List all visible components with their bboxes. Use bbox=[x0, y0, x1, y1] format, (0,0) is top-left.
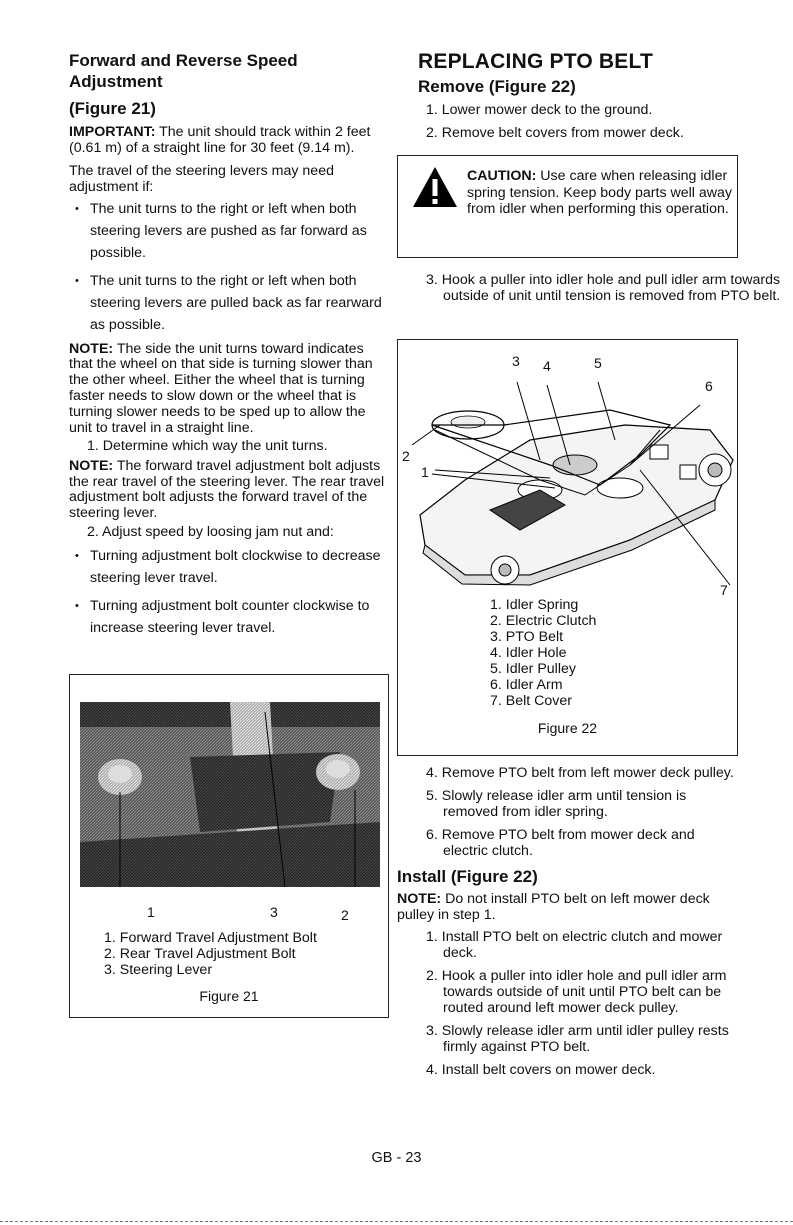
caution-label: CAUTION: bbox=[467, 168, 537, 184]
legend-item: 1. Forward Travel Adjustment Bolt bbox=[104, 930, 317, 946]
note-text: Do not install PTO belt on left mower deck pulley in step 1. bbox=[397, 891, 710, 923]
figure-callout: 1 bbox=[147, 904, 155, 920]
important-text: The unit should track within 2 feet (0.61 m) of a straight line for 30 feet (9.14 m). bbox=[69, 124, 371, 156]
figure-callout: 3 bbox=[270, 904, 278, 920]
legend-item: 7. Belt Cover bbox=[490, 693, 573, 709]
step-1: 1. Determine which way the unit turns. bbox=[87, 438, 328, 455]
note-text: The side the unit turns toward indicates that the wheel on that side is turning slower than the other wheel. Either the wheel that is turning faster needs to slow down or the wheel that is turning slower needs to be sped up to allow the unit to travel in a straight line. bbox=[69, 340, 373, 436]
caution-body: Use care when releasing idler spring tension. Keep body parts well away from idler when performing this operation. bbox=[467, 168, 732, 217]
note-paragraph-2 bbox=[69, 459, 391, 522]
page-number: GB - 23 bbox=[371, 1150, 422, 1166]
legend-item: 3. Steering Lever bbox=[104, 962, 213, 978]
figure-callout: 2 bbox=[402, 448, 410, 464]
figure-reference: (Figure 21) bbox=[69, 99, 156, 118]
list-item: • Turning adjustment bolt counter clockwise to increase steering lever travel. bbox=[69, 595, 391, 639]
remove-step-2: 2. Remove belt covers from mower deck. bbox=[426, 125, 684, 141]
list-item: • The unit turns to the right or left when both steering levers are pulled back as far rearward as possible. bbox=[69, 270, 391, 336]
figure-callout: 7 bbox=[720, 582, 728, 598]
install-step-3: 3. Slowly release idler arm until idler pulley rests firmly against PTO belt. bbox=[426, 1022, 729, 1055]
remove-step-5: 5. Slowly release idler arm until tension is removed from idler spring. bbox=[426, 788, 687, 820]
legend-item: 1. Idler Spring bbox=[490, 597, 579, 613]
mower-deck-diagram bbox=[410, 370, 738, 590]
figure-callout: 1 bbox=[421, 464, 429, 480]
remove-step-4: 4. Remove PTO belt from left mower deck pulley. bbox=[426, 765, 734, 781]
figure-legend bbox=[490, 597, 596, 709]
install-step-4: 4. Install belt covers on mower deck. bbox=[426, 1061, 656, 1078]
figure-caption: Figure 22 bbox=[537, 720, 598, 736]
install-step-1: 1. Install PTO belt on electric clutch and mower deck. bbox=[426, 928, 723, 961]
figure-caption: Figure 21 bbox=[199, 988, 259, 1004]
note-paragraph bbox=[69, 342, 391, 437]
figure-callout: 3 bbox=[512, 353, 520, 369]
right-column-lower bbox=[397, 765, 742, 1085]
figure-22 bbox=[397, 339, 738, 756]
list-item: • Turning adjustment bolt clockwise to decrease steering lever travel. bbox=[69, 545, 391, 589]
list-item: • The unit turns to the right or left when both steering levers are pushed as far forward as possible. bbox=[69, 198, 391, 264]
intro-paragraph: The travel of the steering levers may need adjustment if: bbox=[69, 162, 334, 196]
note-label: NOTE: bbox=[69, 457, 114, 474]
caution-text bbox=[467, 168, 732, 218]
left-column bbox=[69, 50, 391, 645]
warning-triangle-icon bbox=[412, 166, 458, 208]
figure-callout: 4 bbox=[543, 358, 551, 374]
caution-box bbox=[397, 155, 738, 258]
figure-callout: 2 bbox=[341, 907, 349, 923]
remove-heading: Remove (Figure 22) bbox=[418, 77, 576, 96]
note-text: The forward travel adjustment bolt adjusts the rear travel of the steering lever. The rear travel adjustment bolt adjusts the forward travel of the steering lever. bbox=[69, 457, 385, 522]
legend-item: 2. Rear Travel Adjustment Bolt bbox=[104, 946, 296, 962]
important-label: IMPORTANT: bbox=[69, 124, 156, 140]
right-column bbox=[397, 50, 742, 148]
bullet-list-adjust bbox=[69, 545, 391, 639]
legend-item: 5. Idler Pulley bbox=[490, 661, 576, 677]
legend-item: 6. Idler Arm bbox=[490, 677, 563, 693]
important-paragraph bbox=[69, 125, 391, 157]
bullet-list-conditions bbox=[69, 198, 391, 336]
section-heading-speed-adjustment: Forward and Reverse Speed Adjustment bbox=[69, 51, 298, 91]
step-2: 2. Adjust speed by loosing jam nut and: bbox=[87, 524, 334, 541]
install-step-2: 2. Hook a puller into idler hole and pull idler arm towards outside of unit until PTO belt can be routed around left mower deck pulley. bbox=[426, 967, 727, 1016]
legend-item: 2. Electric Clutch bbox=[490, 613, 597, 629]
install-heading: Install (Figure 22) bbox=[397, 867, 538, 886]
remove-step-3: 3. Hook a puller into idler hole and pull idler arm towards outside of unit until tension is removed from PTO belt. bbox=[426, 272, 781, 304]
remove-step-6: 6. Remove PTO belt from mower deck and electric clutch. bbox=[426, 827, 695, 859]
figure-21 bbox=[69, 674, 389, 1018]
install-note bbox=[397, 892, 742, 924]
section-title-replacing-pto-belt: REPLACING PTO BELT bbox=[418, 50, 653, 73]
legend-item: 3. PTO Belt bbox=[490, 629, 564, 645]
figure-callout: 5 bbox=[594, 355, 602, 371]
figure-callout: 6 bbox=[705, 378, 713, 394]
note-label: NOTE: bbox=[69, 340, 114, 357]
legend-item: 4. Idler Hole bbox=[490, 645, 567, 661]
note-label: NOTE: bbox=[397, 891, 442, 907]
adjustment-bolt-photo bbox=[80, 702, 380, 887]
page-edge-divider bbox=[0, 1221, 793, 1222]
remove-step-1: 1. Lower mower deck to the ground. bbox=[426, 102, 653, 118]
figure-legend bbox=[104, 930, 317, 978]
